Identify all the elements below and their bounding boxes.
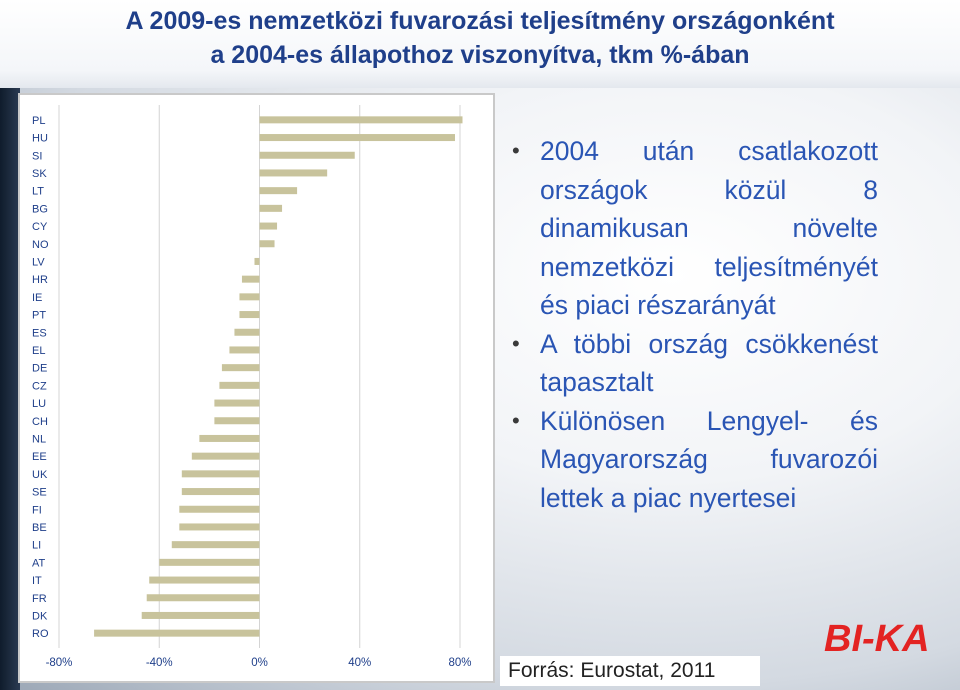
y-tick-label: LT xyxy=(32,185,45,198)
bullet-dot-icon: • xyxy=(512,407,520,433)
bar xyxy=(149,577,259,584)
title-line-2: a 2004-es állapothoz viszonyítva, tkm %-ában xyxy=(210,41,750,69)
bullet-item xyxy=(512,325,878,402)
logo-text: BI-KA xyxy=(824,618,930,660)
bullet-text: 2004 után csatlakozott országok közül 8 dinamikusan növelte nemzetközi teljesítményét és piaci részarányát xyxy=(540,136,878,320)
y-tick-label: LI xyxy=(32,539,42,552)
bar xyxy=(260,152,355,159)
y-tick-label: DE xyxy=(32,362,48,375)
bar xyxy=(234,329,259,336)
bar xyxy=(260,116,463,123)
bullet-list xyxy=(512,132,878,517)
y-tick-label: PT xyxy=(32,309,47,322)
y-tick-label: LU xyxy=(32,398,47,411)
chart-svg xyxy=(20,95,493,681)
y-tick-label: BE xyxy=(32,521,47,534)
x-tick-label: 0% xyxy=(251,657,268,669)
y-tick-label: ES xyxy=(32,327,47,340)
y-tick-label: SK xyxy=(32,167,47,180)
y-tick-label: RO xyxy=(32,628,49,641)
y-tick-label: FI xyxy=(32,504,42,517)
y-tick-label: HU xyxy=(32,132,48,145)
bar xyxy=(254,258,259,265)
bar-chart xyxy=(18,93,495,683)
y-tick-label: EE xyxy=(32,451,47,464)
y-tick-label: UK xyxy=(32,468,48,481)
bar xyxy=(179,506,259,513)
bar xyxy=(214,400,259,407)
bullet-text: A többi ország csökkenést tapasztalt xyxy=(540,328,878,397)
bar xyxy=(239,311,259,318)
bullet-item xyxy=(512,132,878,325)
bar xyxy=(172,541,260,548)
y-tick-label: CH xyxy=(32,415,48,428)
bar xyxy=(142,612,260,619)
bar xyxy=(260,240,275,247)
bar xyxy=(260,169,328,176)
x-tick-label: -40% xyxy=(145,657,173,669)
title-line-1: A 2009-es nemzetközi fuvarozási teljesítmény országonként xyxy=(125,7,835,35)
y-tick-label: SE xyxy=(32,486,47,499)
y-tick-label: BG xyxy=(32,203,48,216)
y-tick-label: NO xyxy=(32,238,49,251)
bar xyxy=(260,187,298,194)
bar xyxy=(222,364,260,371)
y-tick-label: SI xyxy=(32,150,43,163)
y-tick-label: DK xyxy=(32,610,48,623)
y-tick-label: CY xyxy=(32,221,48,234)
bar xyxy=(147,594,260,601)
bar xyxy=(214,417,259,424)
bar xyxy=(239,293,259,300)
y-tick-label: LV xyxy=(32,256,45,269)
bar xyxy=(229,346,259,353)
bar xyxy=(199,435,259,442)
bar xyxy=(159,559,259,566)
x-tick-label: -80% xyxy=(45,657,73,669)
y-tick-label: EL xyxy=(32,344,46,357)
bullet-item xyxy=(512,402,878,518)
left-rail xyxy=(0,88,20,690)
bullet-dot-icon: • xyxy=(512,330,520,356)
y-tick-label: HR xyxy=(32,274,48,287)
y-tick-label: AT xyxy=(32,557,46,570)
bika-logo xyxy=(822,612,960,662)
y-tick-label: IE xyxy=(32,291,43,304)
x-tick-label: 80% xyxy=(448,657,472,669)
y-tick-label: IT xyxy=(32,575,42,588)
slide-title xyxy=(0,4,960,72)
bar xyxy=(260,223,278,230)
x-tick-label: 40% xyxy=(348,657,372,669)
source-note: Forrás: Eurostat, 2011 xyxy=(500,656,760,686)
bullet-text: Különösen Lengyel- és Magyarország fuvarozói lettek a piac nyertesei xyxy=(540,405,878,513)
y-tick-label: NL xyxy=(32,433,47,446)
bar xyxy=(260,205,283,212)
bar xyxy=(192,453,260,460)
bar xyxy=(260,134,455,141)
y-tick-label: PL xyxy=(32,114,46,127)
bar xyxy=(242,276,260,283)
bar xyxy=(179,523,259,530)
bullet-dot-icon: • xyxy=(512,138,520,163)
bar xyxy=(94,630,259,637)
y-tick-label: FR xyxy=(32,592,47,605)
bar xyxy=(182,470,260,477)
bar xyxy=(219,382,259,389)
y-tick-label: CZ xyxy=(32,380,47,393)
bar xyxy=(182,488,260,495)
